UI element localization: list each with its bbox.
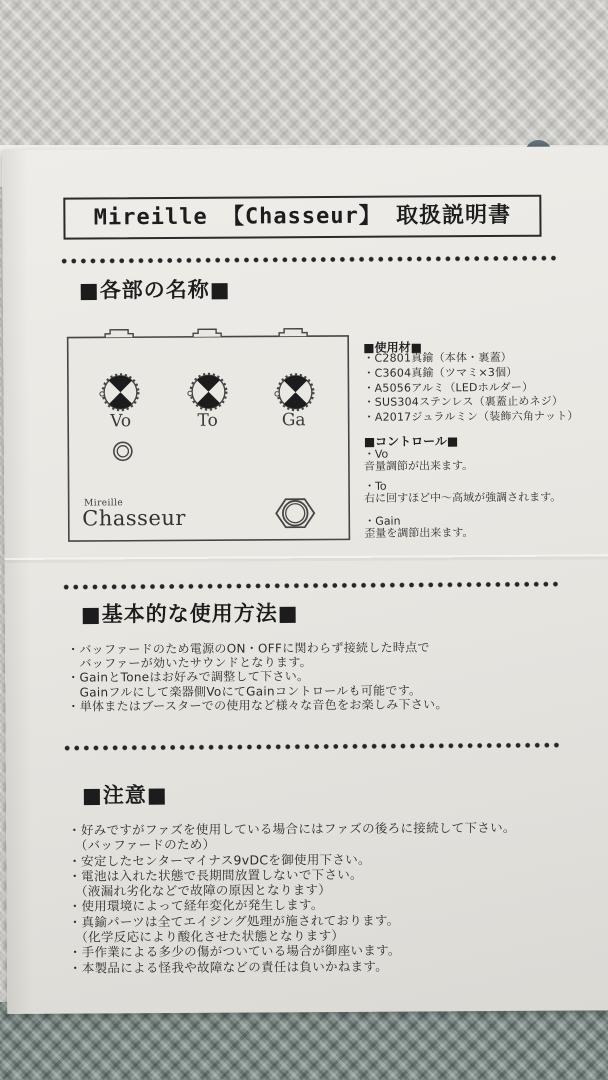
page-title: Mireille 【Chasseur】 取扱説明書: [63, 195, 541, 240]
pedal-brand: Mireille: [84, 498, 124, 509]
dotted-separator: [64, 742, 561, 752]
usage-line: ・バッファードのため電源のON・OFFに関わらず接続した時点で: [67, 640, 430, 657]
table-surface-dark: [0, 1002, 608, 1080]
caution-line: ・電池は入れた状態で長期間放置しないで下さい。: [68, 866, 363, 884]
paper-shading: [2, 150, 33, 1014]
controls-heading: ■コントロール■: [363, 434, 459, 449]
caution-line: ・使用環境によって経年変化が発生します。: [68, 897, 324, 915]
caution-line: ・好みですがファズを使用している場合にはファズの後ろに接続して下さい。: [68, 819, 516, 838]
usage-line: Gainフルにして楽器側VoにてGainコントロールも可能です。: [67, 683, 422, 700]
fold-crease: [4, 554, 608, 563]
section-heading-caution: ■注意■: [81, 783, 168, 808]
control-description: 右に回すほど中～高域が強調されます。: [364, 490, 562, 505]
usage-line: ・単体またはブースターでの使用など様々な音色をお楽しみ下さい。: [67, 697, 448, 714]
caution-line: ・真鍮パーツは全てエイジング処理が施されております。: [68, 912, 400, 930]
knob-label-to: To: [197, 410, 218, 431]
caution-text: [68, 820, 516, 976]
material-item: ・A5056アルミ（LEDホルダー）: [363, 380, 534, 395]
usage-line: バッファーが効いたサウンドとなります。: [67, 655, 312, 671]
materials-list: [363, 350, 578, 425]
control-description: 歪量を調節出来ます。: [364, 526, 474, 540]
caution-line: ・手作業による多少の傷がついている場合が御座います。: [68, 942, 401, 960]
control-name: ・Gain: [364, 514, 401, 528]
material-item: ・A2017ジュラルミン（装飾六角ナット）: [363, 409, 579, 424]
material-item: ・C3604真鍮（ツマミ×3個）: [363, 365, 518, 380]
caution-line: （化学反応により酸化させた状態となります）: [68, 928, 345, 945]
caution-line: ・安定したセンターマイナス9vDCを御使用下さい。: [68, 851, 371, 869]
control-name: ・Vo: [363, 447, 389, 461]
caution-line: （液漏れ劣化などで故障の原因となります）: [68, 882, 332, 899]
control-description: 音量調節が出来ます。: [363, 459, 474, 473]
dotted-separator: [61, 255, 558, 265]
knob-label-vo: Vo: [110, 411, 132, 432]
material-item: ・SUS304ステンレス（裏蓋止めネジ）: [363, 394, 564, 410]
dotted-separator: [63, 581, 560, 591]
section-heading-parts: ■各部の名称■: [78, 277, 231, 303]
manual-paper: [2, 146, 608, 1014]
material-item: ・C2801真鍮（本体・裏蓋）: [363, 350, 513, 365]
section-heading-usage: ■基本的な使用方法■: [80, 601, 299, 627]
caution-line: ・本製品による怪我や故障などの責任は負いかねます。: [68, 958, 389, 976]
usage-text: [67, 640, 448, 713]
usage-line: ・GainとToneはお好みで調整して下さい。: [67, 669, 310, 686]
knob-label-ga: Ga: [281, 410, 306, 431]
caution-line: （バッファードのため）: [68, 837, 216, 853]
materials-heading: ■使用材■: [363, 340, 422, 355]
pedal-model: Chasseur: [82, 505, 186, 531]
control-name: ・To: [364, 479, 387, 493]
